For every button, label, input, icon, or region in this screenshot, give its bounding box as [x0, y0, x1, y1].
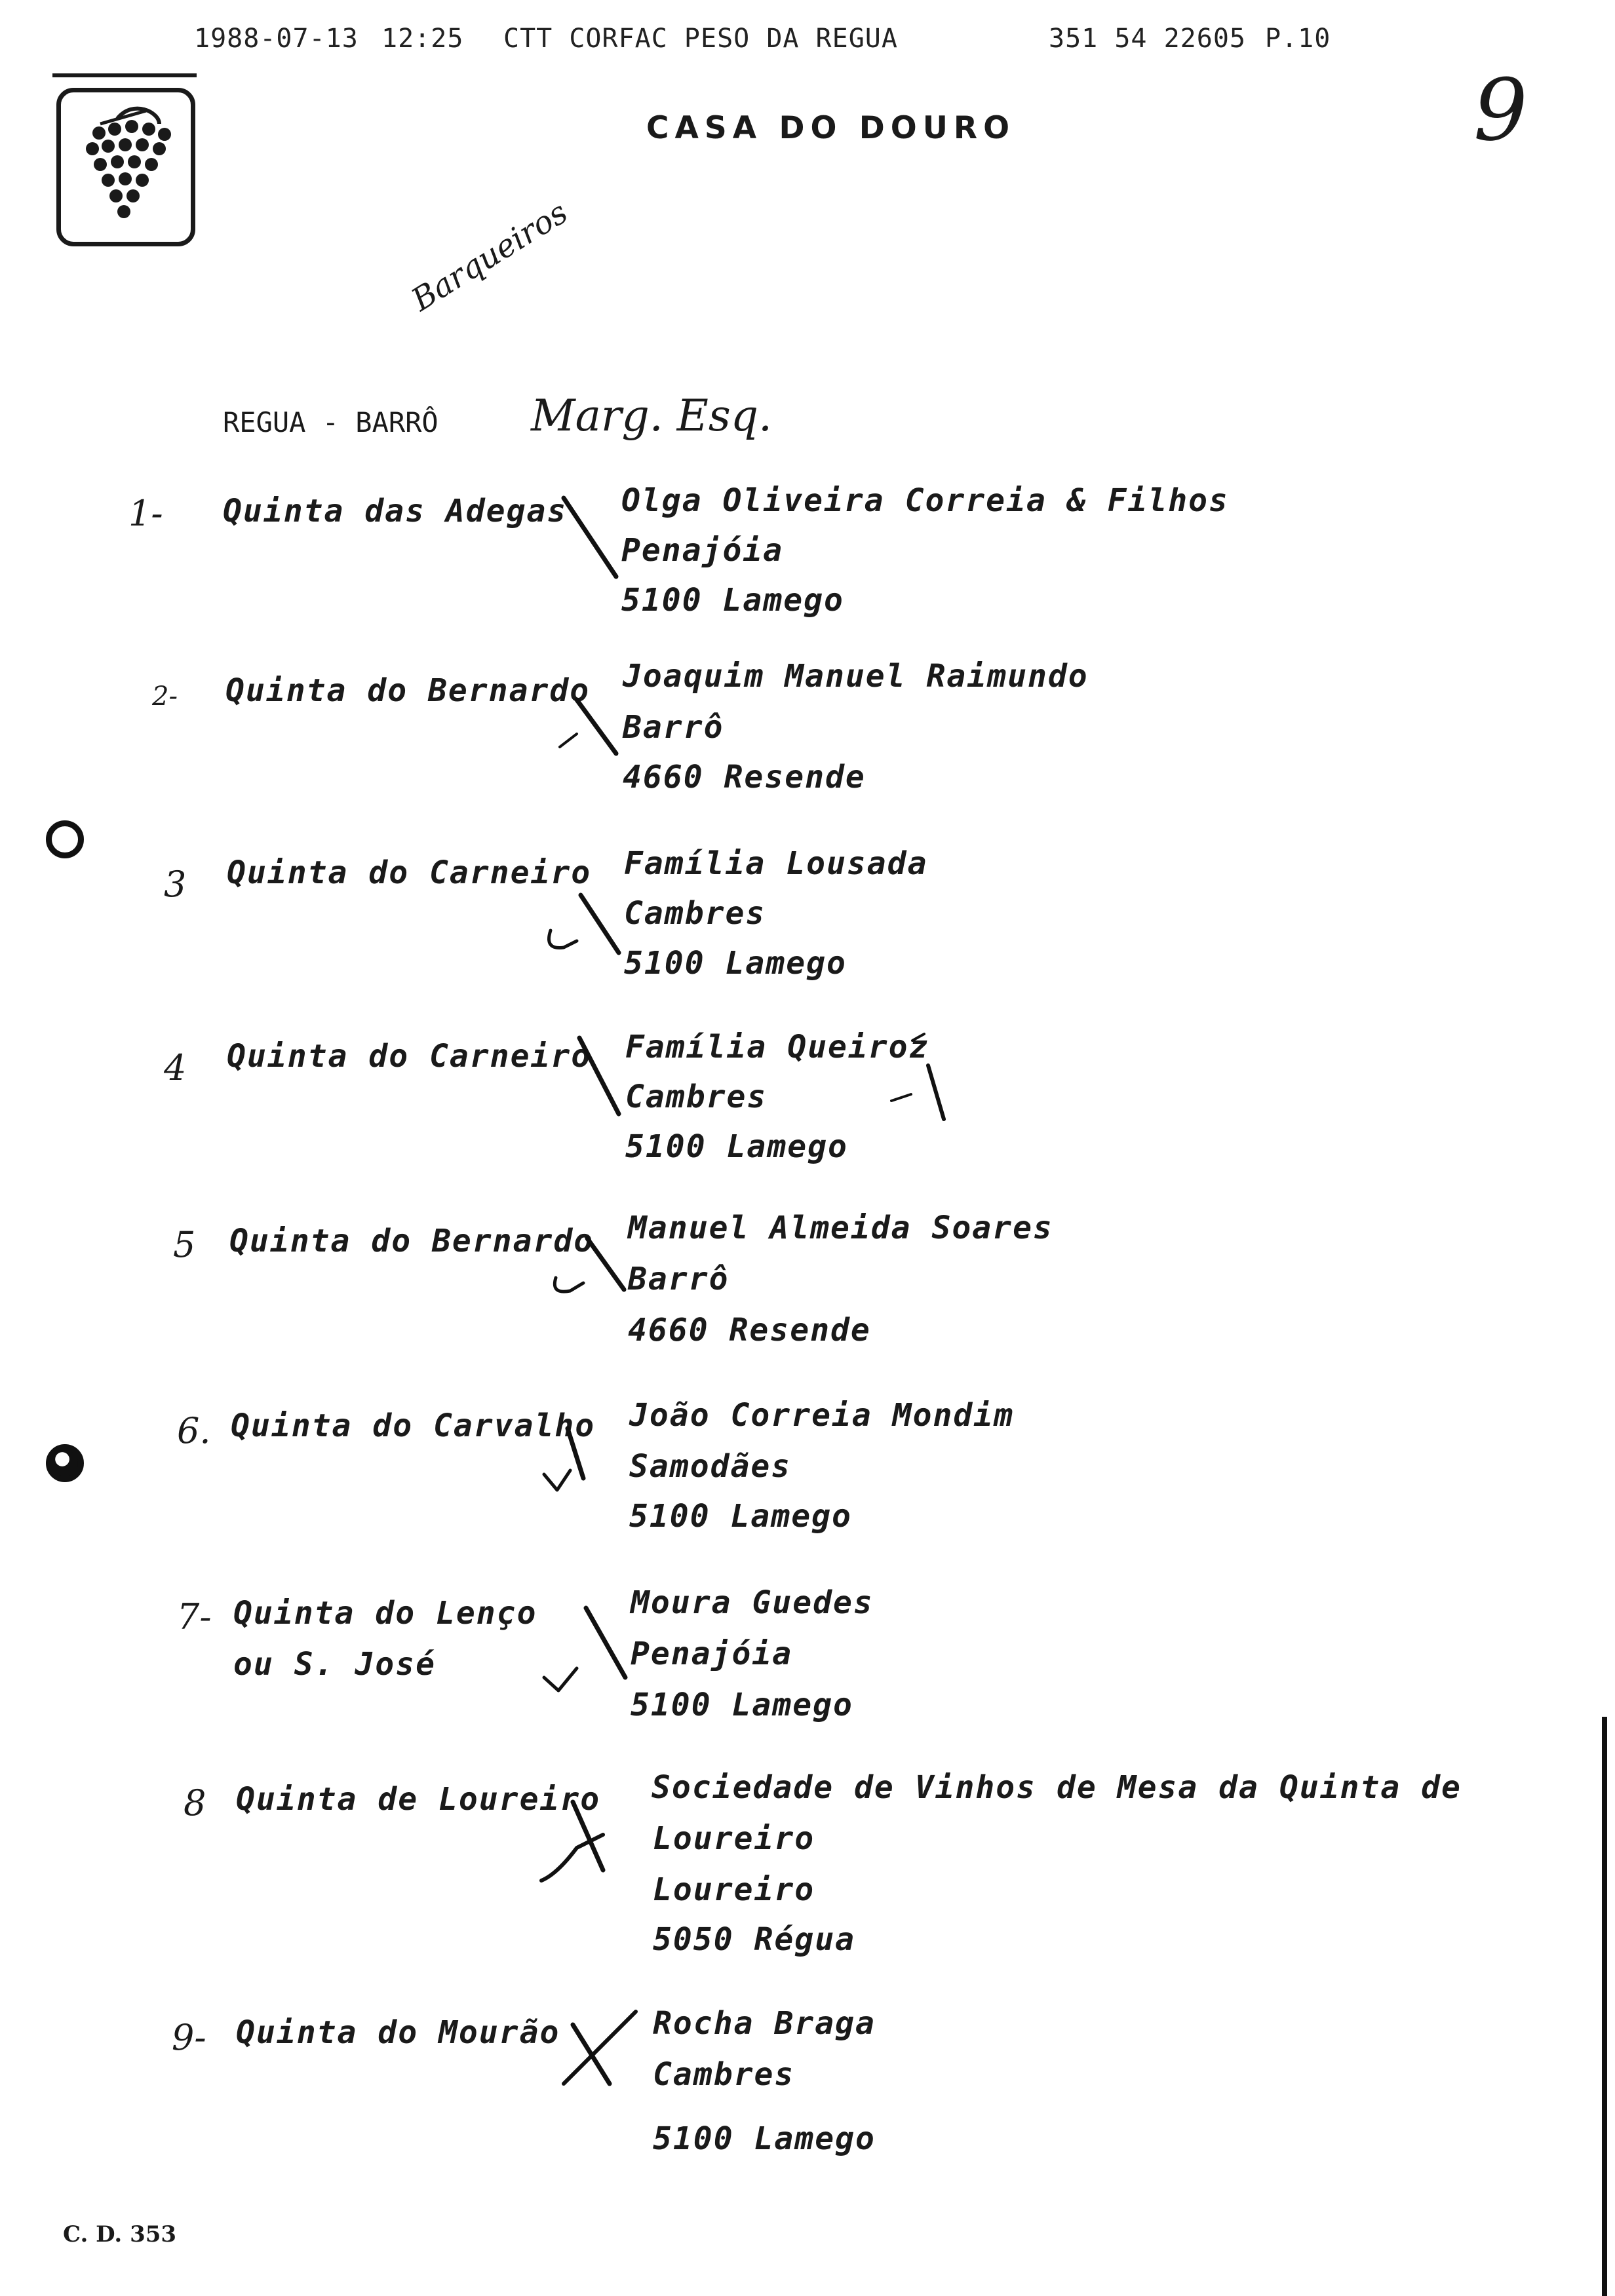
entry-postal: 5100 Lamego — [624, 945, 847, 982]
entry-quinta-alt: ou S. José — [233, 1646, 436, 1683]
grape-logo-icon — [56, 88, 195, 246]
entry-quinta: Quinta das Adegas — [223, 493, 568, 529]
punch-hole-icon — [46, 1444, 84, 1482]
entry-postal: 5100 Lamego — [629, 1498, 852, 1535]
entry-owner: Moura Guedes — [631, 1584, 874, 1621]
punch-hole-icon — [46, 820, 84, 858]
entry-owner: Família Lousada — [624, 845, 928, 882]
entry-owner: Família Queiroz — [625, 1029, 929, 1065]
entry-quinta: Quinta do Bernardo — [229, 1223, 594, 1259]
route-handwritten-note: Barqueiros — [405, 194, 574, 318]
entry-locality: Penajóia — [621, 532, 784, 569]
entry-postal: 5100 Lamego — [653, 2120, 876, 2157]
fax-number: 351 54 22605 — [1049, 24, 1246, 54]
entry-locality: Barrô — [623, 709, 724, 746]
entry-quinta: Quinta do Lenço — [233, 1595, 537, 1632]
entry-postal: 5100 Lamego — [631, 1687, 853, 1723]
fax-sender: CTT CORFAC PESO DA REGUA — [503, 24, 898, 54]
entry-postal: 5100 Lamego — [625, 1128, 848, 1165]
entry-quinta: Quinta do Carneiro — [227, 1038, 592, 1075]
entry-owner: Manuel Almeida Soares — [628, 1210, 1053, 1246]
entry-owner-cont: Loureiro — [653, 1820, 815, 1857]
handwritten-page-number: 9 — [1473, 60, 1528, 160]
entry-owner: João Correia Mondim — [629, 1397, 1015, 1434]
entry-postal: 5100 Lamego — [621, 582, 844, 619]
entry-number: 1- — [128, 493, 163, 534]
fax-page: P.10 — [1265, 24, 1331, 54]
entry-postal: 5050 Régua — [653, 1921, 855, 1958]
logo-rule — [52, 73, 197, 77]
entry-locality: Barrô — [628, 1261, 730, 1297]
route-heading: REGUA - BARRÔ — [223, 406, 438, 438]
entry-locality: Penajóia — [631, 1636, 793, 1672]
scan-edge — [1602, 1717, 1607, 2296]
entry-number: 9- — [172, 2017, 206, 2058]
entry-locality: Cambres — [624, 895, 766, 932]
entry-postal: 4660 Resende — [628, 1312, 871, 1349]
entry-number: 3 — [164, 864, 187, 905]
entry-owner: Sociedade de Vinhos de Mesa da Quinta de — [652, 1769, 1462, 1806]
fax-date: 1988-07-13 — [194, 24, 359, 54]
form-code: C. D. 353 — [63, 2221, 177, 2248]
entry-postal: 4660 Resende — [623, 759, 866, 795]
organization-title: CASA DO DOURO — [646, 110, 1016, 146]
entry-owner: Olga Oliveira Correia & Filhos — [621, 482, 1229, 519]
entry-quinta: Quinta do Mourão — [236, 2014, 560, 2051]
entry-locality: Loureiro — [653, 1871, 815, 1908]
entry-quinta: Quinta de Loureiro — [236, 1781, 601, 1818]
entry-locality: Samodães — [629, 1448, 792, 1485]
route-handwritten-suffix: Marg. Esq. — [531, 391, 772, 441]
fax-time: 12:25 — [381, 24, 464, 54]
entry-number: 5 — [173, 1224, 196, 1265]
entry-number: 7- — [177, 1596, 212, 1637]
entry-locality: Cambres — [653, 2056, 795, 2093]
entry-number: 4 — [164, 1047, 187, 1088]
entry-quinta: Quinta do Carvalho — [231, 1407, 596, 1444]
entry-number: 8 — [184, 1782, 206, 1824]
entry-quinta: Quinta do Bernardo — [225, 672, 591, 709]
entry-number: 2- — [152, 681, 178, 712]
entry-owner: Joaquim Manuel Raimundo — [623, 658, 1089, 695]
entry-number: 6. — [177, 1410, 211, 1451]
entry-owner: Rocha Braga — [653, 2005, 876, 2042]
entry-locality: Cambres — [625, 1079, 768, 1115]
entry-quinta: Quinta do Carneiro — [227, 854, 592, 891]
